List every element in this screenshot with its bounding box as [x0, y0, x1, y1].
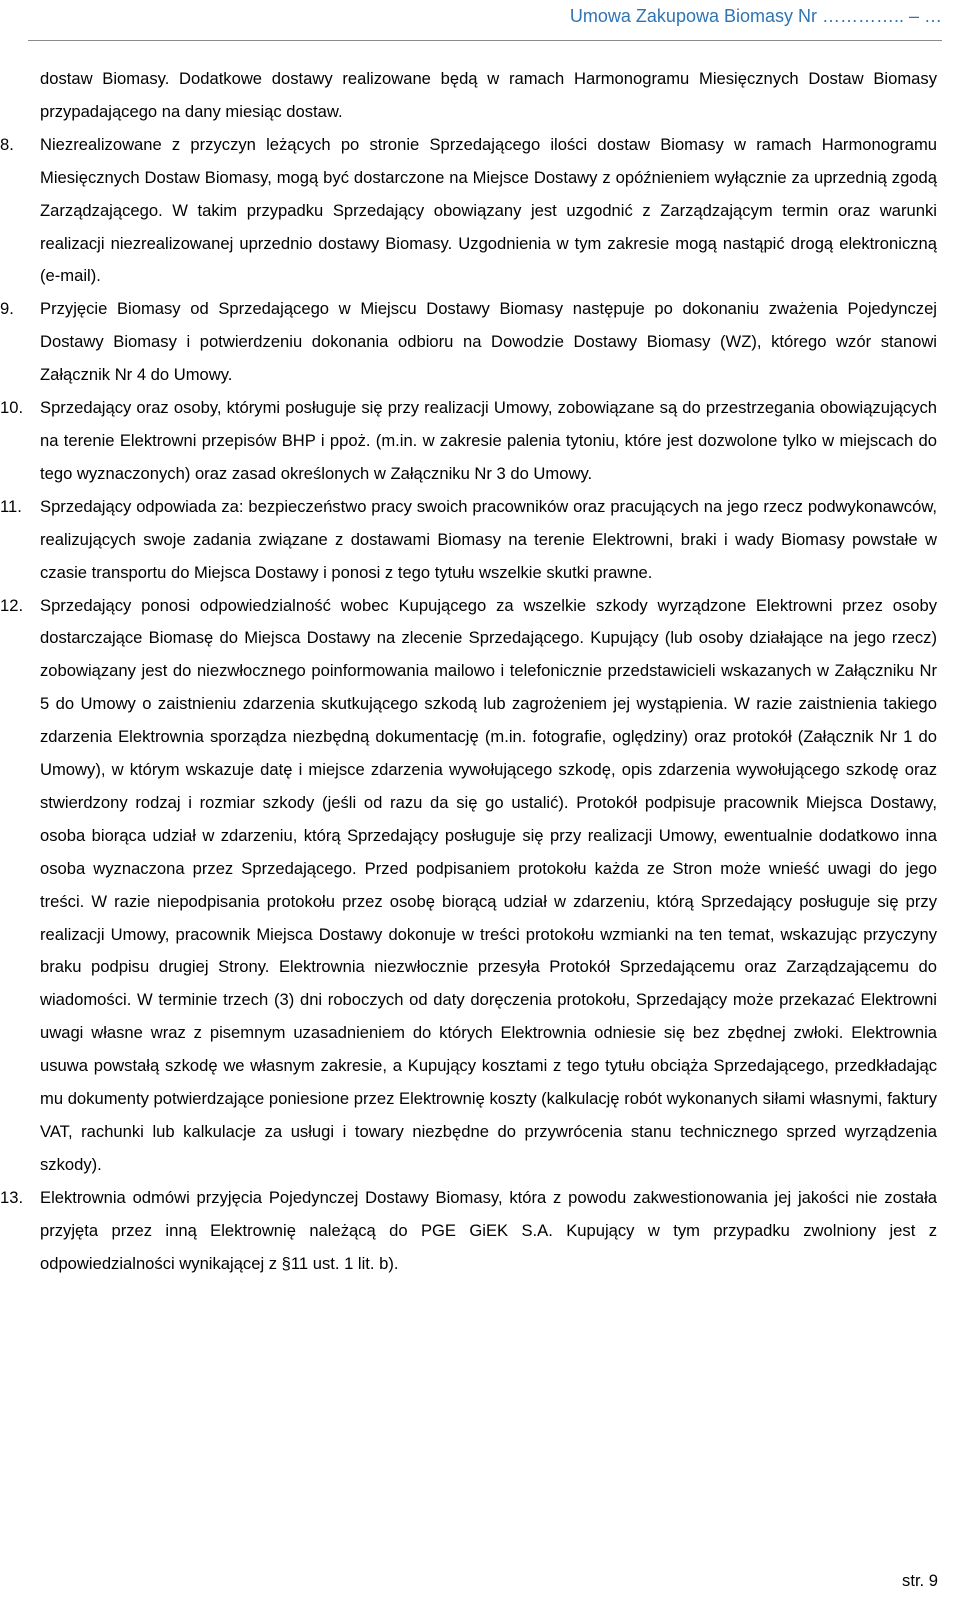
item-text: Sprzedający ponosi odpowiedzialność wobec Kupującego za wszelkie szkody wyrządzone Elektrowni przez osoby dostarczające Biomasę do Miejsca Dostawy na zlecenie Sprzedającego. Kupujący (lub osoby działające na jego rzecz) zobowiązany jest do niezwłocznego poinformowania mailowo i telefonicznie przedstawicieli wskazanych w Załączniku Nr 5 do Umowy o zaistnieniu zdarzenia skutkującego szkodą lub zagrożeniem jej wystąpienia. W razie zaistnienia takiego zdarzenia Elektrownia sporządza niezbędną dokumentację (m.in. fotografie, oględziny) oraz protokół (Załącznik Nr 1 do Umowy), w którym wskazuje datę i miejsce zdarzenia wywołującego szkodę, opis zdarzenia wywołującego szkodę oraz stwierdzony rodzaj i rozmiar szkody (jeśli od razu da się go ustalić). Protokół podpisuje pracownik Miejsca Dostawy, osoba biorąca udział w zdarzeniu, którą Sprzedający posługuje się przy realizacji Umowy, ewentualnie dodatkowo inna osoba wyznaczona przez Sprzedającego. Przed podpisaniem protokołu każda ze Stron może wnieść uwagi do jego treści. W razie niepodpisania protokołu przez osobę biorącą udział w zdarzeniu, którą Sprzedający posługuje się przy realizacji Umowy, pracownik Miejsca Dostawy dokonuje w treści protokołu wzmianki na ten temat, wskazując przyczyny braku podpisu drugiej Strony. Elektrownia niezwłocznie przesyła Protokół Sprzedającemu oraz Zarządzającemu do wiadomości. W terminie trzech (3) dni roboczych od daty doręczenia protokołu, Sprzedający może przekazać Elektrowni uwagi własne wraz z pisemnym uzasadnieniem do których Elektrownia odniesie się bez zbędnej zwłoki. Elektrownia usuwa powstałą szkodę we własnym zakresie, a Kupujący kosztami z tego tytułu obciąża Sprzedającego, przedkładając mu dokumenty potwierdzające poniesione przez Elektrownię koszty (kalkulację robót wykonanych siłami własnymi, faktury VAT, rachunki lub kalkulacje za usługi i towary niezbędne do przywrócenia stanu technicznego sprzed wyrządzenia szkody). [40, 595, 937, 1174]
item-text: Elektrownia odmówi przyjęcia Pojedynczej Dostawy Biomasy, która z powodu zakwestionowania jej jakości nie została przyjęta przez inną Elektrownię należącą do PGE GiEK S.A. Kupujący w tym przypadku zwolniony jest z odpowiedzialności wynikającej z §11 ust. 1 lit. b). [40, 1187, 937, 1273]
list-item [0, 590, 937, 1182]
list-item [0, 129, 937, 294]
item-number: 10. [0, 398, 24, 418]
item-number: 13. [0, 1187, 24, 1207]
page-number: str. 9 [902, 1571, 938, 1590]
item-text: Sprzedający odpowiada za: bezpieczeństwo pracy swoich pracowników oraz pracujących na jego rzecz podwykonawców, realizujących swoje zadania związane z dostawami Biomasy na terenie Elektrowni, braki i wady Biomasy powstałe w czasie transportu do Miejsca Dostawy i ponosi z tego tytułu wszelkie skutki prawne. [40, 496, 937, 582]
item-number: 8. [0, 134, 14, 154]
list-item [0, 491, 937, 590]
list-item [0, 293, 937, 392]
item-text: Sprzedający oraz osoby, którymi posługuje się przy realizacji Umowy, zobowiązane są do przestrzegania obowiązujących na terenie Elektrowni przepisów BHP i ppoż. (m.in. w zakresie palenia tytoniu, które jest dozwolone tylko w miejscach do tego wyznaczonych) oraz zasad określonych w Załączniku Nr 3 do Umowy. [40, 398, 937, 483]
document-body [0, 63, 937, 1281]
list-item [0, 392, 937, 491]
list-item [0, 1182, 937, 1281]
header-divider [28, 40, 942, 41]
item-number: 9. [0, 299, 14, 319]
item-text: Niezrealizowane z przyczyn leżących po stronie Sprzedającego ilości dostaw Biomasy w ramach Harmonogramu Miesięcznych Dostaw Biomasy, mogą być dostarczone na Miejsce Dostawy z opóźnieniem wyłącznie za uprzednią zgodą Zarządzającego. W takim przypadku Sprzedający obowiązany jest uzgodnić z Zarządzającym termin oraz warunki realizacji niezrealizowanej uprzednio dostawy Biomasy. Uzgodnienia w tym zakresie mogą nastąpić drogą elektroniczną (e-mail). [40, 134, 937, 286]
item-number: 12. [0, 595, 24, 615]
running-header: Umowa Zakupowa Biomasy Nr ………….. – … [569, 6, 942, 26]
item-number: 11. [0, 496, 22, 516]
intro-paragraph: dostaw Biomasy. Dodatkowe dostawy realizowane będą w ramach Harmonogramu Miesięcznych Dostaw Biomasy przypadającego na dany miesiąc dostaw. [40, 69, 937, 121]
item-text: Przyjęcie Biomasy od Sprzedającego w Miejscu Dostawy Biomasy następuje po dokonaniu zważenia Pojedynczej Dostawy Biomasy i potwierdzeniu dokonania odbioru na Dowodzie Dostawy Biomasy (WZ), którego wzór stanowi Załącznik Nr 4 do Umowy. [40, 299, 937, 385]
